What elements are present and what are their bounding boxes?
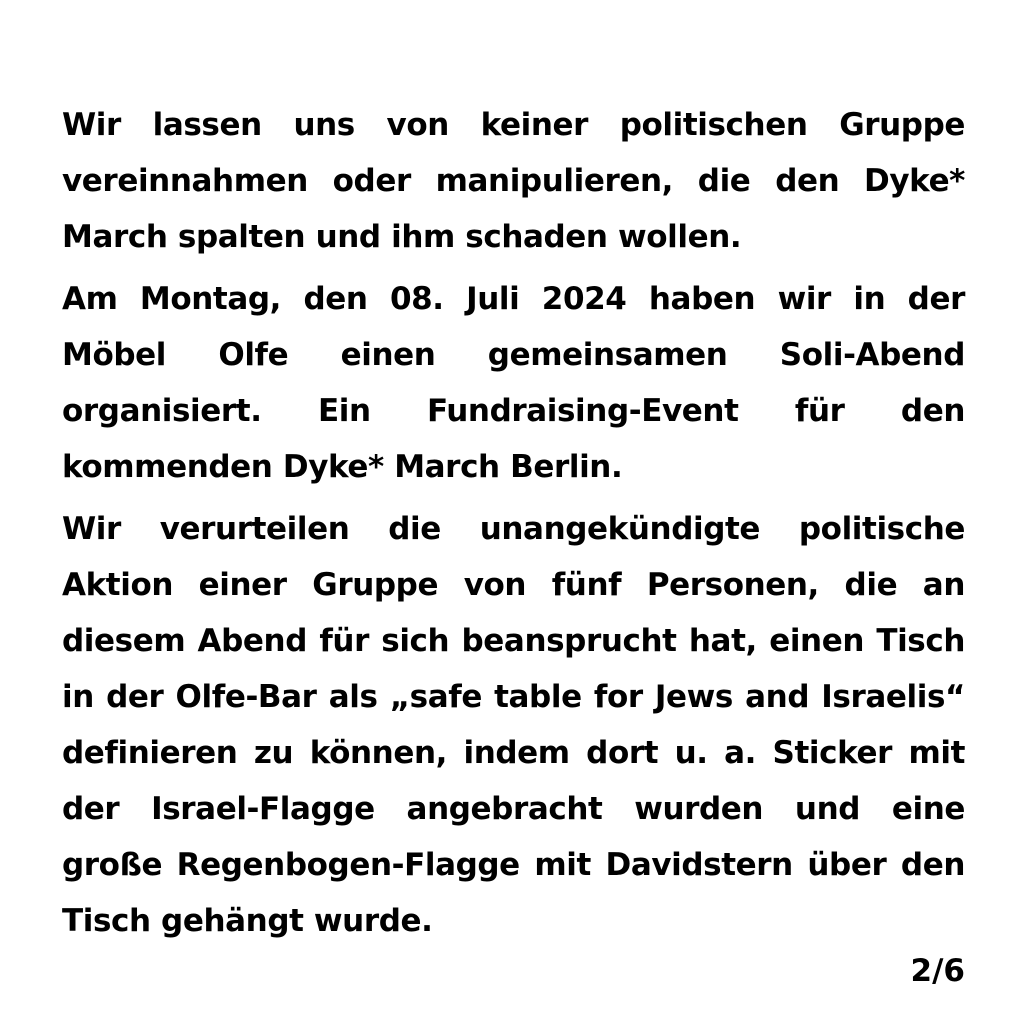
paragraph-2: Am Montag, den 08. Juli 2024 haben wir in der Möbel Olfe einen gemeinsamen Soli-Abend organisiert. Ein Fundraising-Event für den kommenden Dyke* March Berlin. bbox=[62, 281, 965, 485]
page-number: 2/6 bbox=[910, 953, 965, 989]
paragraph-1: Wir lassen uns von keiner politischen Gruppe vereinnahmen oder manipulieren, die den Dyke* March spalten und ihm schaden wollen. bbox=[62, 107, 965, 255]
paragraph-3: Wir verurteilen die unangekündigte politische Aktion einer Gruppe von fünf Personen, die an diesem Abend für sich beansprucht hat, einen Tisch in der Olfe-Bar als „safe table for Jews and Israelis“ definieren zu können, indem dort u. a. Sticker mit der Israel-Flagge angebracht wurden und eine große Regenbogen-Flagge mit Davidstern über den Tisch gehängt wurde. bbox=[62, 511, 965, 939]
document-body bbox=[62, 97, 965, 949]
